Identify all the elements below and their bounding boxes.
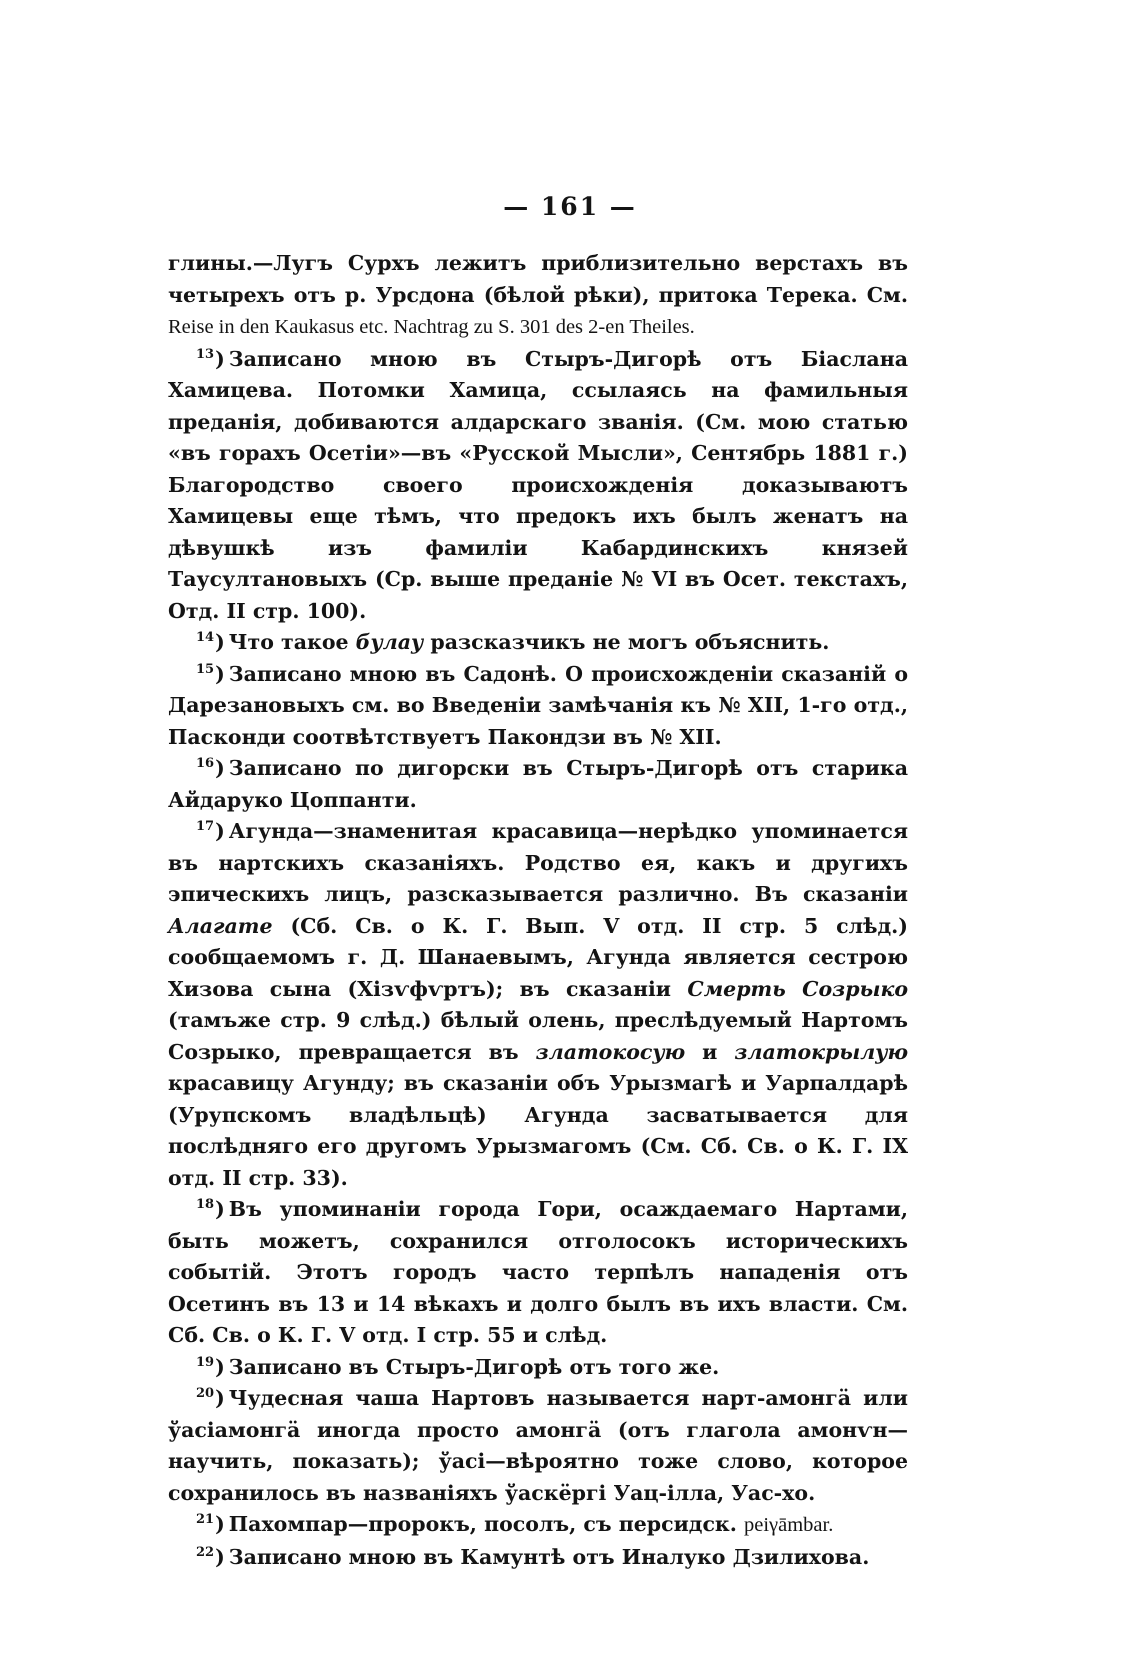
footnote-text: peiγāmbar.	[744, 1514, 834, 1536]
footnote-paren: )	[215, 1544, 225, 1569]
footnote-paren: )	[215, 630, 225, 654]
footnote-number: 14	[196, 630, 215, 646]
footnote-20	[168, 1383, 908, 1509]
footnote-text: златокрылую	[734, 1039, 909, 1064]
footnote-text: Въ упоминаніи города Гори, осаждаемаго Нартами, быть можетъ, сохранился отголосокъ историческихъ событій. Этотъ городъ часто терпѣлъ нападенія отъ Осетинъ въ 13 и 14 вѣкахъ и долго былъ въ ихъ власти. См. Сб. Св. о К. Г. V отд. I стр. 55 и слѣд.	[168, 1197, 908, 1347]
footnote-paren: )	[215, 756, 225, 780]
footnote-paren: )	[215, 1197, 225, 1221]
footnotes-list	[168, 344, 908, 1574]
footnote-19	[168, 1352, 908, 1384]
page-number: — 161 —	[503, 192, 637, 221]
footnote-text: разсказчикъ не могъ объяснить.	[423, 630, 830, 654]
footnote-number: 17	[196, 819, 215, 835]
intro-latin-citation: Reise in den Kaukasus etc. Nachtrag zu S. 301 des 2-en Theiles.	[168, 316, 695, 338]
footnote-text: Агунда—знаменитая красавица—нерѣдко упоминается въ нартскихъ сказаніяхъ. Родство ея, какъ и другихъ эпическихъ лицъ, разсказывается различно. Въ сказаніи	[168, 819, 908, 906]
footnote-paren: )	[215, 346, 225, 371]
footnote-13	[168, 344, 908, 628]
footnote-22	[168, 1542, 908, 1574]
footnote-paren: )	[215, 1512, 225, 1536]
intro-text: глины.—Лугъ Сурхъ лежитъ приблизительно верстахъ въ четырехъ отъ р. Урсдона (бѣлой рѣки), притока Терека. См.	[168, 251, 908, 307]
footnote-text: красавицу Агунду; въ сказаніи объ Урызмагѣ и Уарпалдарѣ (Урупскомъ владѣльцѣ) Агунда засватывается для послѣдняго его другомъ Урызмагомъ (См. Сб. Св. о К. Г. IX отд. II стр. 33).	[168, 1071, 908, 1190]
footnote-paren: )	[215, 661, 225, 686]
footnote-number: 20	[196, 1386, 215, 1402]
footnote-number: 15	[196, 661, 215, 677]
footnote-number: 13	[196, 346, 215, 362]
footnote-text: Записано въ Стыръ-Дигорѣ отъ того же.	[228, 1354, 720, 1379]
footnote-paren: )	[215, 1386, 225, 1410]
footnote-text: Смерть Созрыко	[687, 976, 908, 1001]
footnote-text: (тамъже стр. 9 слѣд.) бѣлый олень, преслѣдуемый Нартомъ Созрыко, превращается въ	[168, 1008, 908, 1064]
footnote-16	[168, 753, 908, 816]
footnote-text: и	[685, 1039, 735, 1064]
footnote-text: Записано по дигорски въ Стыръ-Дигорѣ отъ старика Айдаруко Цоппанти.	[168, 756, 908, 812]
footnote-text: Что такое	[228, 630, 356, 654]
footnote-text: Записано мною въ Камунтѣ отъ Иналуко Дзилихова.	[228, 1544, 870, 1569]
footnote-text: Записано мною въ Стыръ-Дигорѣ отъ Біаслана Хамицева. Потомки Хамица, ссылаясь на фамильныя преданія, добиваются алдарскаго званія. (См. мою статью «въ горахъ Осетіи»—въ «Русской Мысли», Сентябрь 1881 г.) Благородство своего происхожденія доказываютъ Хамицевы еще тѣмъ, что предокъ ихъ былъ женатъ на дѣвушкѣ изъ фамиліи Кабардинскихъ князей Таусултановыхъ (Ср. выше преданіе № VI въ Осет. текстахъ, Отд. II стр. 100).	[168, 346, 908, 623]
footnote-text: (Сб. Св. о К. Г. Вып. V отд. II стр. 5 слѣд.) сообщаемомъ г. Д. Шанаевымъ, Агунда является сестрою Хизова сына (Хізѵфѵртъ); въ сказаніи	[168, 913, 908, 1001]
footnote-text: златокосую	[535, 1039, 686, 1064]
footnote-text: Пахомпар—пророкъ, посолъ, съ персидск.	[228, 1512, 745, 1536]
footnote-number: 21	[196, 1512, 215, 1528]
footnote-number: 18	[196, 1197, 215, 1213]
footnote-paren: )	[215, 1354, 225, 1379]
footnote-text: булау	[355, 630, 424, 654]
intro-paragraph	[168, 248, 908, 344]
footnote-18	[168, 1194, 908, 1352]
page-body	[168, 248, 908, 1573]
footnote-number: 16	[196, 756, 215, 772]
footnote-text: Записано мною въ Садонѣ. О происхожденіи сказаній о Дарезановыхъ см. во Введеніи замѣчанія къ № XII, 1-го отд., Пасконди соотвѣтствуетъ Пакондзи въ № XII.	[168, 661, 908, 749]
footnote-text: Алагате	[168, 913, 273, 938]
footnote-number: 19	[196, 1354, 215, 1370]
footnote-21	[168, 1509, 908, 1542]
footnote-14	[168, 627, 908, 659]
footnote-17	[168, 816, 908, 1194]
footnote-paren: )	[215, 819, 225, 843]
footnote-number: 22	[196, 1544, 215, 1560]
footnote-text: Чудесная чаша Нартовъ называется нарт-амонгä или ўасіамонгä иногда просто амонгä (отъ глагола амонѵн—научить, показать); ўасі—вѣроятно тоже слово, которое сохранилось въ названіяхъ ўаскёргі Уац-ілла, Уас-хо.	[168, 1386, 908, 1505]
footnote-15	[168, 659, 908, 754]
